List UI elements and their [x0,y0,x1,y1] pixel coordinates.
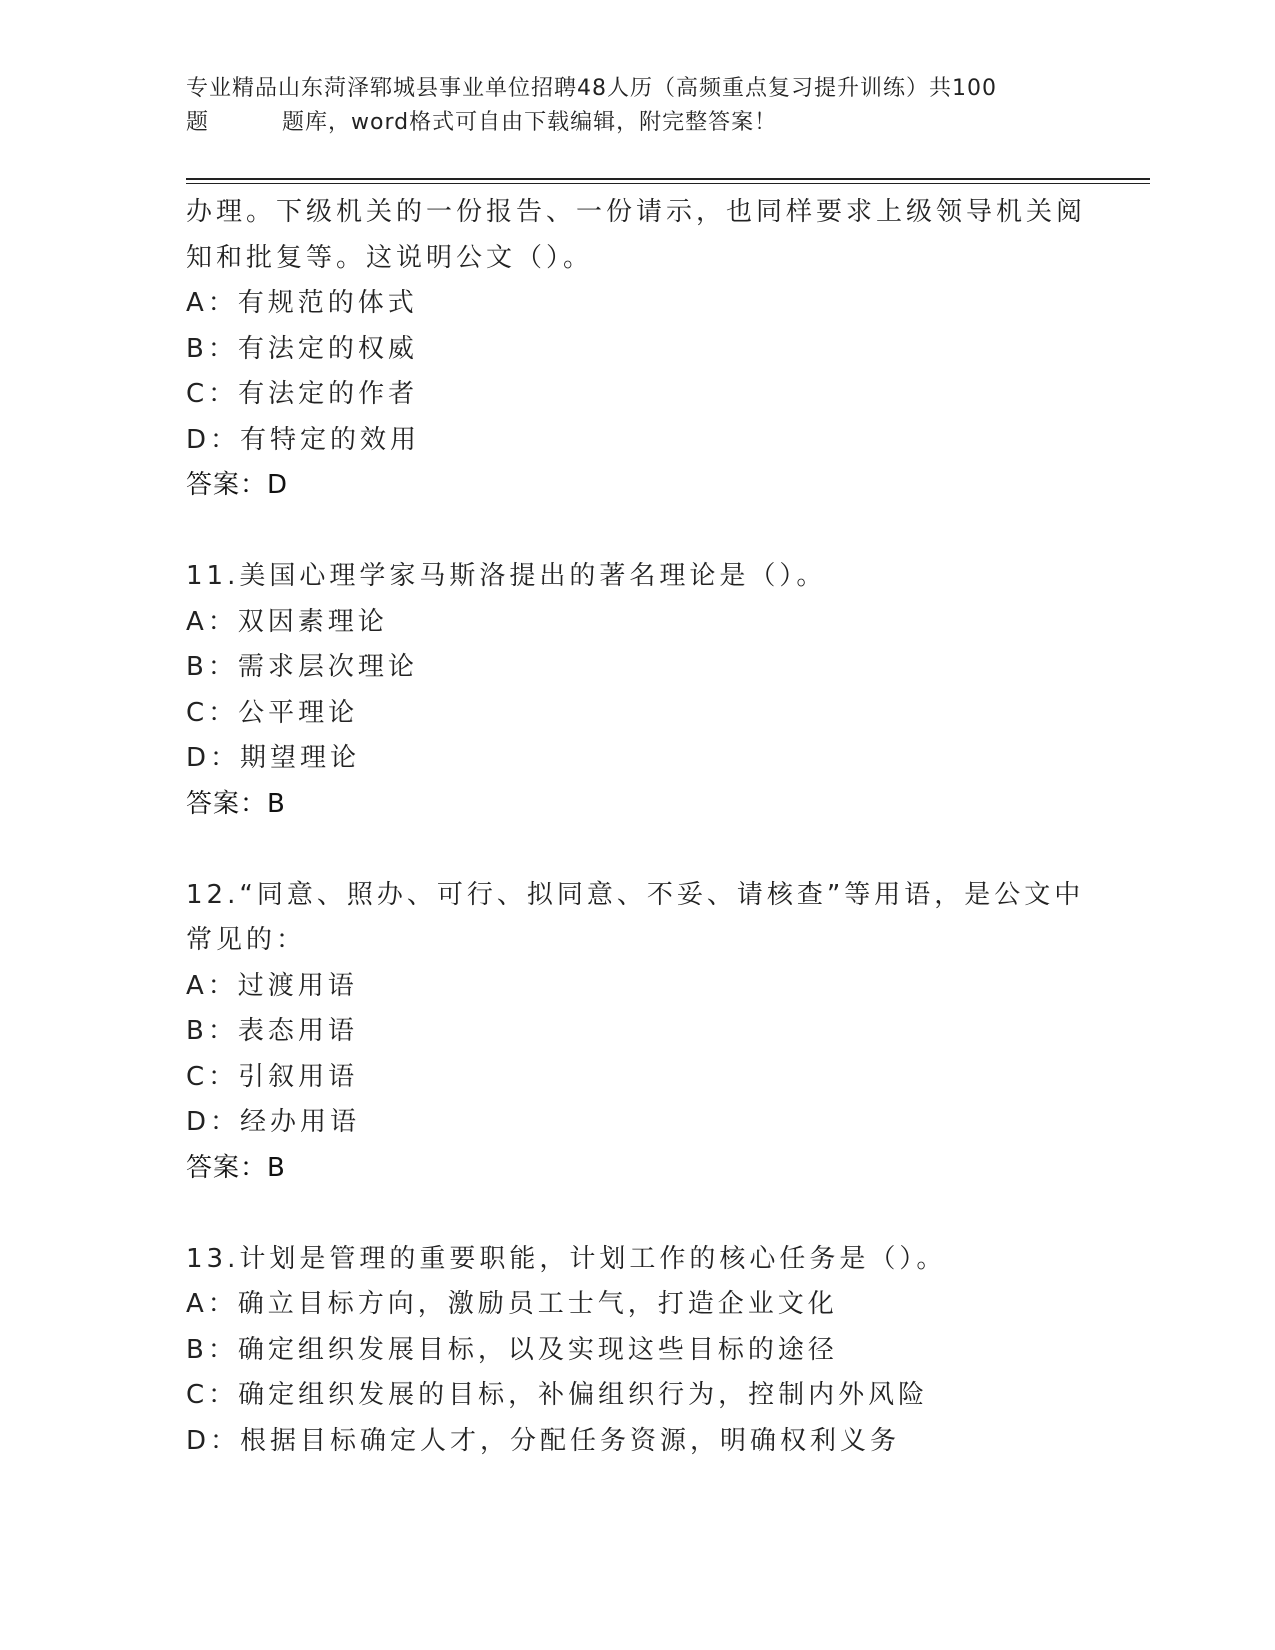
page-header [186,72,1086,140]
answer: 答案：B [186,788,286,819]
option-d: D：期望理论 [186,743,361,773]
option-a: A：双因素理论 [186,606,388,637]
option-b: B：有法定的权威 [186,333,418,364]
answer: 答案：D [186,470,289,500]
question-text: 12.“同意、照办、可行、拟同意、不妥、请核查”等用语，是公文中 [186,879,1085,910]
answer: 答案：B [186,1152,286,1183]
option-c: C：有法定的作者 [186,379,419,409]
question-12 [186,873,1086,1192]
option-d: D：根据目标确定人才，分配任务资源，明确权利义务 [186,1425,901,1456]
question-text: 13.计划是管理的重要职能，计划工作的核心任务是（）。 [186,1243,947,1274]
option-b: B：需求层次理论 [186,652,418,682]
option-a: A：确立目标方向，激励员工士气，打造企业文化 [186,1289,838,1319]
header-divider-thick [186,178,1150,180]
option-b: B：确定组织发展目标，以及实现这些目标的途径 [186,1334,838,1365]
spacer [186,509,1086,555]
header-title-line1: 专业精品山东菏泽郓城县事业单位招聘48人历（高频重点复习提升训练）共100 [186,76,997,101]
option-c: C：引叙用语 [186,1061,359,1092]
question-13 [186,1237,1086,1465]
question-text: 11.美国心理学家马斯洛提出的著名理论是（）。 [186,561,827,591]
spacer [186,827,1086,873]
option-d: D：经办用语 [186,1107,361,1137]
option-c: C：确定组织发展的目标，补偏组织行为，控制内外风险 [186,1380,929,1410]
question-text: 办理。下级机关的一份报告、一份请示，也同样要求上级领导机关阅 [186,197,1087,227]
option-a: A：过渡用语 [186,970,358,1001]
document-body [186,190,1086,1464]
header-line2-prefix: 题 [186,110,210,135]
spacer [186,1191,1086,1237]
option-a: A：有规范的体式 [186,288,418,318]
header-title-line2 [186,106,1086,140]
question-10-continued [186,190,1086,509]
header-line2-text: 题库，word格式可自由下载编辑，附完整答案！ [282,110,778,135]
question-11 [186,554,1086,827]
option-b: B：表态用语 [186,1016,358,1046]
question-text: 常见的： [186,925,307,955]
option-d: D：有特定的效用 [186,424,421,455]
option-c: C：公平理论 [186,697,359,728]
header-divider-thin [186,183,1150,184]
question-text: 知和批复等。这说明公文（）。 [186,242,594,273]
